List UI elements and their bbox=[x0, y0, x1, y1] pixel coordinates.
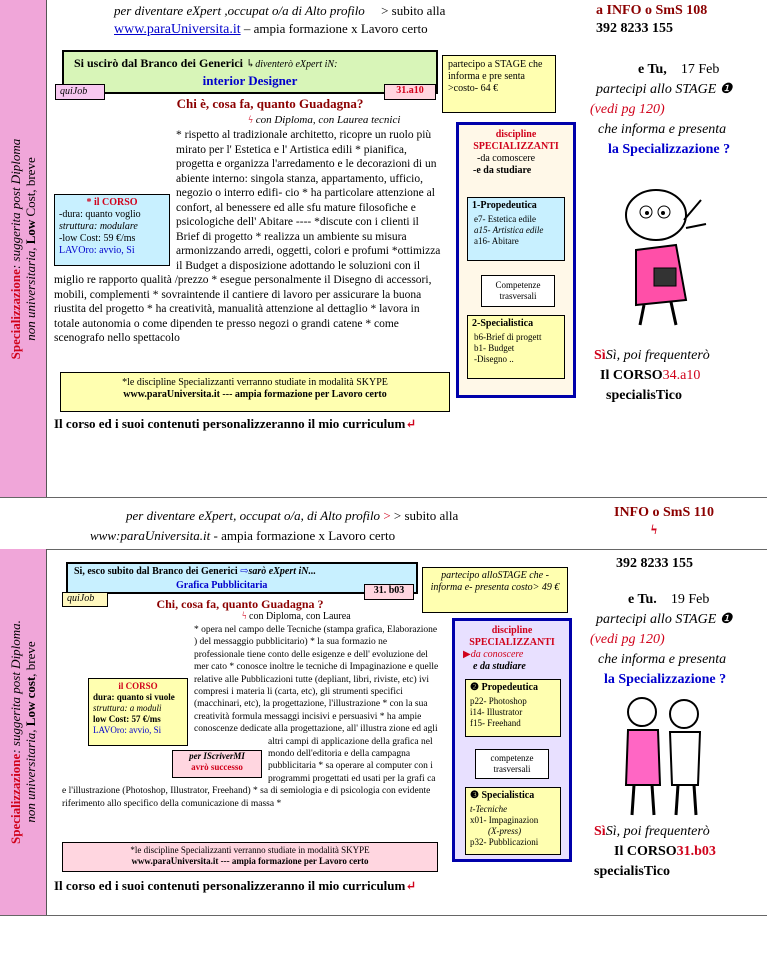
section-divider-2 bbox=[0, 549, 767, 550]
bottom-corso-box: il CORSO dura: quanto si vuole struttura: a moduli low Cost: 57 €/ms LAVOro: avvio, Si bbox=[88, 678, 188, 746]
top-right-text: e Tu, 17 Feb partecipi allo STAGE ❶ (vedi pg 120) che informa e presenta la Specializzazione ? bbox=[590, 62, 733, 157]
bottom-specialistica: ❸ Specialistica t-Tecniche x01- Impaginazion (X-press) p32- Pubblicazioni bbox=[465, 787, 561, 855]
bottom-sidebar bbox=[0, 549, 47, 915]
bottom-disciplines: discipline SPECIALIZZANTI ▶da conoscere e da studiare ❷ Propedeutica p22- Photoshop i14- Illustrator f15- Freehand competenze trasversali ❸ Specialistica t-Tecniche x01- Impaginazion (X-press) p32- Pubblicazioni bbox=[452, 618, 572, 862]
top-skype-box: *le discipline Specializzanti verranno studiate in modalità SKYPE www.paraUniversita.it --- ampia formazione per Lavoro certo bbox=[60, 372, 450, 412]
bottom-header: per diventare eXpert, occupat o/a, di Alto profilo > > subito alla www:paraUniversita.it - ampia formazione x Lavoro certo bbox=[90, 508, 459, 543]
top-info: a INFO o SmS 108 392 8233 155 bbox=[596, 3, 708, 36]
top-sidebar bbox=[0, 0, 47, 497]
top-diploma-line: ϟ con Diploma, con Laurea tecnici bbox=[248, 114, 401, 126]
top-header: per diventare eXpert ,occupat o/a di Alto profilo > subito alla www.paraUniversita.it – ampia formazione x Lavoro certo bbox=[114, 3, 446, 37]
top-title-box: Si uscirò dal Branco dei Generici ↳diventerò eXpert iN: interior Designer bbox=[62, 50, 438, 94]
bottom-skype-box: *le discipline Specializzanti verranno studiate in modalità SKYPE www.paraUniversita.it --- ampia formazione per Lavoro certo bbox=[62, 842, 438, 872]
bottom-sidebar-label: Specializzazione: suggerita post Diploma. non universitaria, Low cost, breve bbox=[8, 620, 38, 844]
bottom-propedeutica: ❷ Propedeutica p22- Photoshop i14- Illustrator f15- Freehand bbox=[465, 679, 561, 737]
bottom-quijob: quiJob bbox=[62, 592, 108, 607]
bottom-body-text: il CORSO dura: quanto si vuole struttura: a moduli low Cost: 57 €/ms LAVOro: avvio, Si per IScriverMI avrò successo * opera nel campo delle Tecniche (stampa grafica, Elaborazione ) del messaggio pubblicitario) * la sua formazio ne professionale tiene conto delle esigenze e dell' evoluzione del mer cato * conosce inoltre le tecniche di Impaginazione e quelle relative alle Pubblicazioni tutte (depliant, libri, riviste, etc) ivi compresi i materia li (carta, etc), gli strumenti specifici (macchinari, etc), la progettazione, l'illustrazione * con la sua creatività formula messaggi incisivi e persuasivi * ha ampie conoscenze dedicate alla progettazione, all' illustra zione ed agli altri campi di applicazione della grafica nel mondo dell'editoria e della campagna pubblicitaria * sa operare al computer con i programmi progettati ed usati per la grafi ca e l'illustrazione (Photoshop, Illustrator, Freehand) * sa di semiologia e di psicologia con evidente riferimento allo specifico della comunicazione di massa * bbox=[62, 625, 439, 809]
cartoon-couple-icon bbox=[602, 690, 722, 820]
top-propedeutica: 1-Propedeutica e7- Estetica edile a15- Artistica edile a16- Abitare bbox=[467, 197, 565, 261]
bottom-right-text: 392 8233 155 e Tu. 19 Feb partecipi allo STAGE ❶ (vedi pg 120) che informa e presenta la Specializzazione ? bbox=[590, 556, 733, 687]
top-question: Chi è, cosa fa, quanto Guadagna? bbox=[176, 96, 364, 111]
top-competenze: Competenze trasversali bbox=[481, 275, 555, 307]
section-divider bbox=[0, 497, 767, 498]
top-quijob: quiJob bbox=[55, 84, 105, 100]
bottom-question: Chi, cosa fa, quanto Guadagna ? bbox=[156, 597, 324, 611]
bottom-bolt-icon: ϟ bbox=[650, 523, 658, 538]
top-corso-box: * il CORSO -dura: quanto voglio struttura: modulare -low Cost: 59 €/ms LAVOro: avvio, Si bbox=[54, 194, 170, 266]
top-footer: Il corso ed i suoi contenuti personalizzeranno il mio curriculum↵ bbox=[54, 416, 417, 431]
bottom-diploma-line: ϟ con Diploma, con Laurea bbox=[242, 611, 351, 622]
bottom-code-badge: 31. b03 bbox=[364, 584, 414, 600]
top-stage-box: partecipo a STAGE che informa e pre senta >costo- 64 € bbox=[442, 55, 556, 113]
return-icon: ↵ bbox=[405, 416, 417, 431]
top-disciplines: discipline SPECIALIZZANTI -da comoscere -e da studiare 1-Propedeutica e7- Estetica edile a15- Artistica edile a16- Abitare Competenze trasversali 2-Specialistica b6-Brief di progett b1- Budget -Disegno .. bbox=[456, 122, 576, 398]
top-body-text: * il CORSO -dura: quanto voglio struttura: modulare -low Cost: 59 €/ms LAVOro: avvio, Si * rispetto al tradizionale architetto, ricopre un ruolo più mirato per l' Estetica e l' Artistica edili * pianifica, progetta e organizza l'arredamento e le decorazioni di un abiente interno: singola stanza, appartamento, ufficio, negozio o interro edifi- cio * ha particolare attenzione al confort, al benessere ed alle sfu mature filosofiche e psicologiche dell' Abitare ---- *discute con i clienti il Brief di progetto * realizza un ambiente su misura armonizzando arredi, oggetti, colori e profumi *ottimizza il Budget a disposizione adottando le soluzioni con il miglio re rapporto qualità /prezzo * esegue personalmente il Disegno di accessori, mobili, complementi * sovraintende il cantiere di lavoro per assicurare la buona riustita del progetto * ha creatività, manualità attenzione al dettaglio * lavora in totale autonomia o come dipenden te presso negozi o grandi catene * come scenografo nello spettacolo bbox=[54, 129, 441, 344]
bottom-footer: Il corso ed i suoi contenuti personalizzeranno il mio curriculum↵ bbox=[54, 878, 417, 893]
bottom-scriver-box: per IScriverMI avrò successo bbox=[172, 750, 262, 778]
bottom-title-box: Si, esco subito dal Branco dei Generici ⇨sarò eXpert iN... Grafica Pubblicitaria bbox=[66, 562, 418, 594]
top-sidebar-label: Specializzazione: suggerita post Diploma non universitaria, Low Cost, breve bbox=[8, 138, 38, 359]
bottom-stage-box: partecipo alloSTAGE che -informa e- presenta costo> 49 € bbox=[422, 567, 568, 613]
bottom-right-corso: SìSì, poi frequenterò Il CORSO31.b03 specialisTico bbox=[594, 824, 716, 879]
top-website-link[interactable]: www.paraUniversita.it bbox=[114, 22, 241, 37]
bottom-info: INFO o SmS 110 ϟ bbox=[614, 505, 714, 538]
top-bolt-icon: ϟ bbox=[248, 114, 253, 126]
top-code-badge: 31.a10 bbox=[384, 84, 436, 100]
top-right-corso: SìSì, poi frequenterò Il CORSO34.a10 specialisTico bbox=[594, 348, 710, 403]
section-divider-3 bbox=[0, 915, 767, 916]
cartoon-person-icon bbox=[606, 180, 716, 330]
top-specialistica: 2-Specialistica b6-Brief di progett b1- Budget -Disegno .. bbox=[467, 315, 565, 379]
bottom-competenze: competenze trasversali bbox=[475, 749, 549, 779]
